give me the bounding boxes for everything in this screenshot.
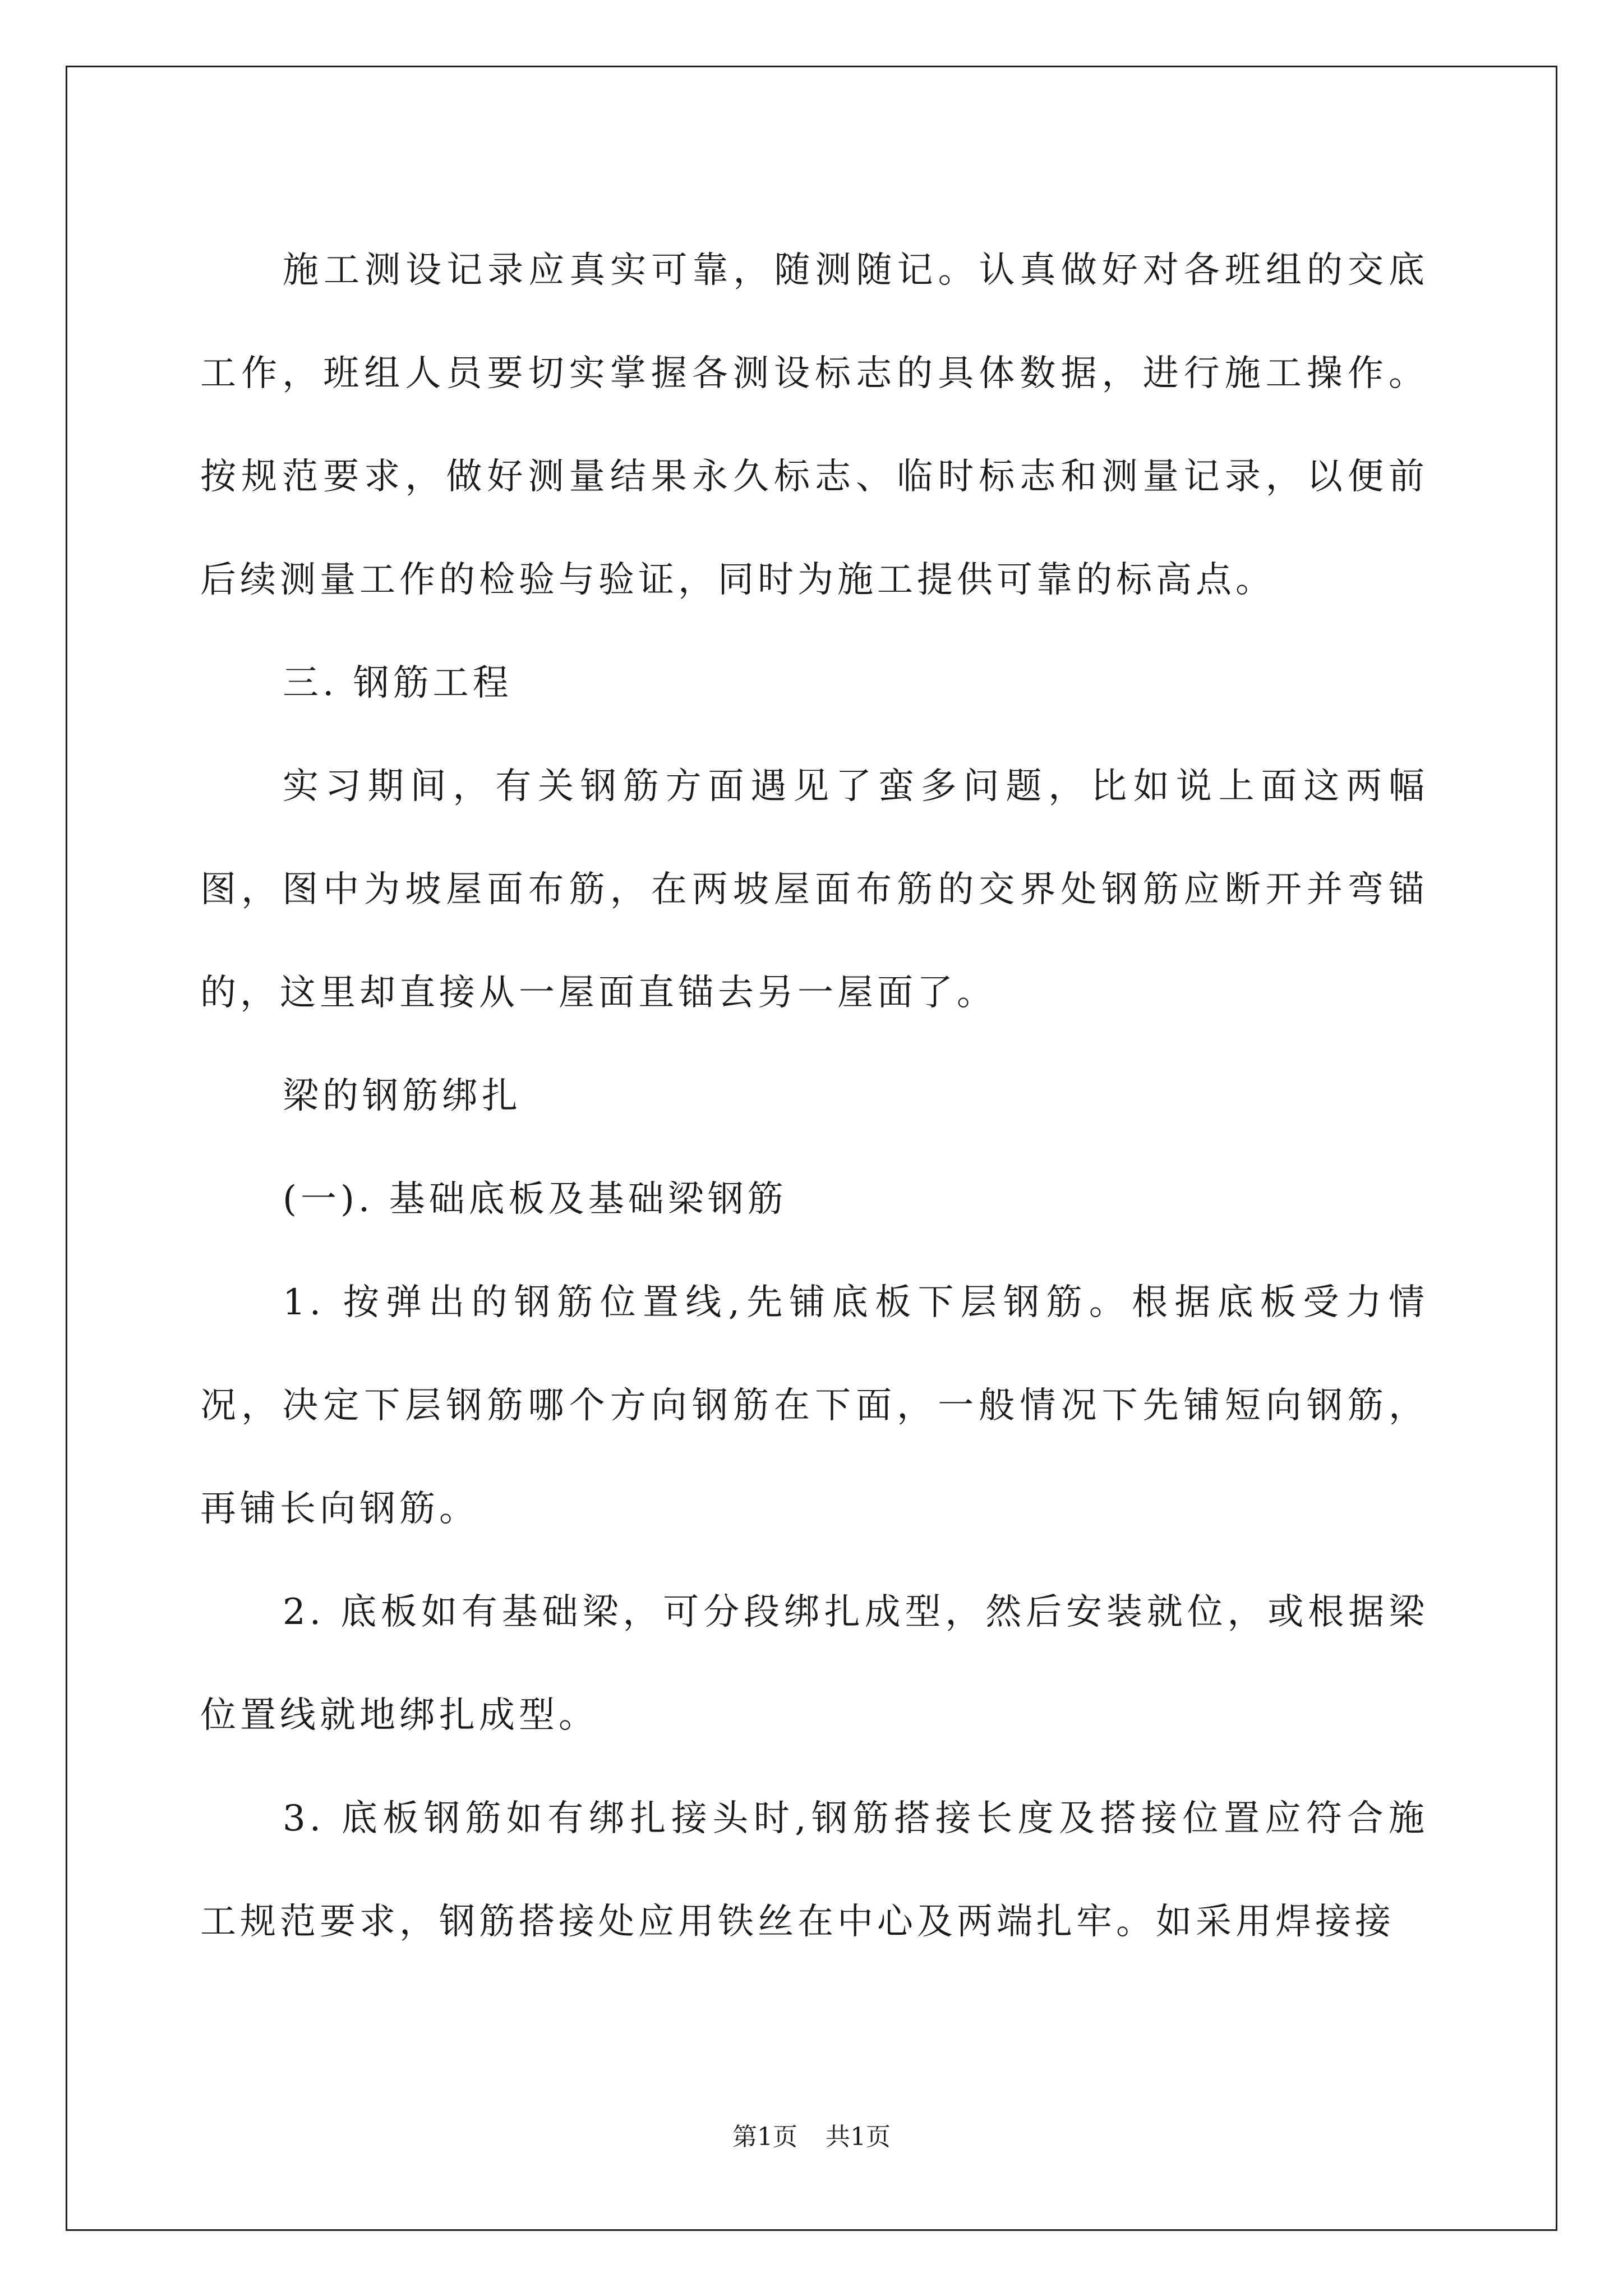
paragraph-step-1: 1. 按弹出的钢筋位置线,先铺底板下层钢筋。根据底板受力情况，决定下层钢筋哪个方向钢筋在下面，一般情况下先铺短向钢筋，再铺长向钢筋。: [200, 1282, 1428, 1530]
paragraph-internship-issues: 实习期间，有关钢筋方面遇见了蛮多问题，比如说上面这两幅图，图中为坡屋面布筋，在两坡屋面布筋的交界处钢筋应断开并弯锚的，这里却直接从一屋面直锚去另一屋面了。: [200, 766, 1428, 1014]
paragraph-survey-records: 施工测设记录应真实可靠，随测随记。认真做好对各班组的交底工作，班组人员要切实掌握各测设标志的具体数据，进行施工操作。按规范要求，做好测量结果永久标志、临时标志和测量记录，以便前后续测量工作的检验与验证，同时为施工提供可靠的标高点。: [200, 250, 1428, 601]
heading-rebar-engineering: 三. 钢筋工程: [283, 662, 513, 704]
paragraph-step-3: 3. 底板钢筋如有绑扎接头时,钢筋搭接长度及搭接位置应符合施工规范要求，钢筋搭接处应用铁丝在中心及两端扎牢。如采用焊接接: [200, 1798, 1428, 1943]
heading-foundation-slab-rebar: (一). 基础底板及基础梁钢筋: [283, 1179, 787, 1220]
paragraph-step-2: 2. 底板如有基础梁，可分段绑扎成型，然后安装就位，或根据梁位置线就地绑扎成型。: [200, 1591, 1428, 1736]
document-body: [200, 219, 1428, 1973]
page-number: 第1页: [732, 2123, 797, 2151]
heading-beam-rebar-tying: 梁的钢筋绑扎: [283, 1075, 522, 1117]
page-footer: [0, 2120, 1623, 2154]
page-total: 共1页: [826, 2123, 891, 2151]
